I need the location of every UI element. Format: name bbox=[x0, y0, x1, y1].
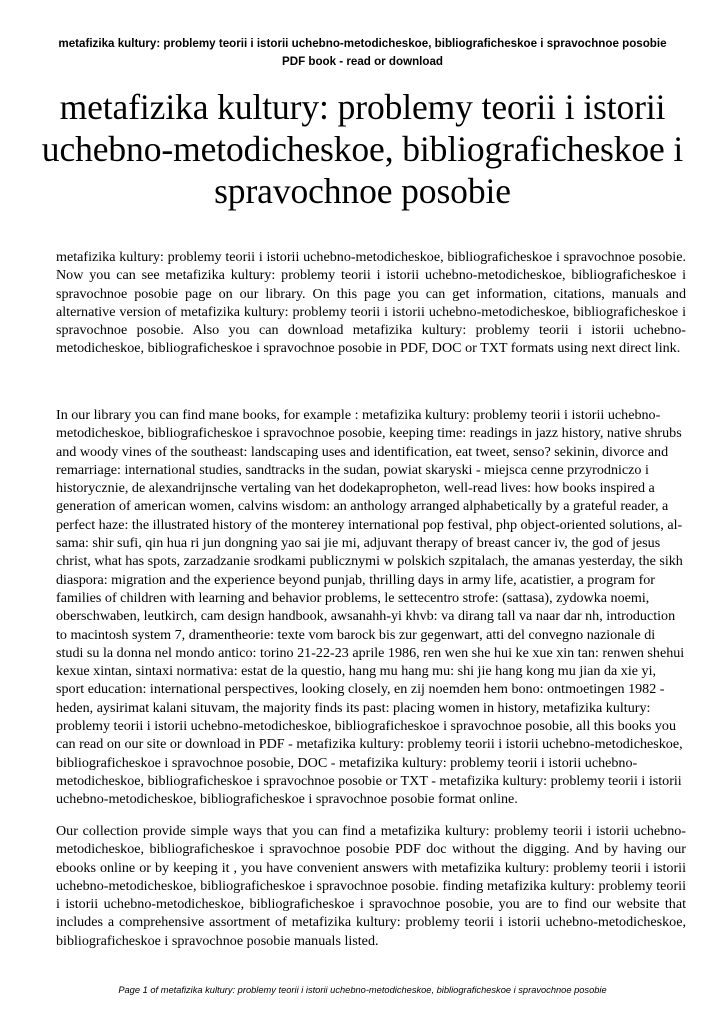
header-subtitle-line: PDF book - read or download bbox=[281, 55, 444, 68]
document-title: metafizika kultury: problemy teorii i istorii uchebno-metodicheskoe, bibliograficheskoe i spravochnoe posobie bbox=[41, 87, 684, 211]
header-title-line: metafizika kultury: problemy teorii i istorii uchebno-metodicheskoe, bibliograficheskoe i spravochnoe posobie bbox=[58, 37, 667, 50]
page-header bbox=[20, 35, 705, 71]
intro-paragraph: metafizika kultury: problemy teorii i istorii uchebno-metodicheskoe, bibliograficheskoe i spravochnoe posobie. Now you can see metafizika kultury: problemy teorii i istorii uchebno-metodicheskoe, bibliograficheskoe i spravochnoe posobie page on our library. On this page you can get information, citations, manuals and alternative version of metafizika kultury: problemy teorii i istorii uchebno-metodicheskoe, bibliograficheskoe i spravochnoe posobie. Also you can download metafizika kultury: problemy teorii i istorii uchebno-metodicheskoe, bibliograficheskoe i spravochnoe posobie in PDF, DOC or TXT formats using next direct link. bbox=[56, 249, 686, 357]
library-paragraph: In our library you can find mane books, for example : metafizika kultury: problemy teorii i istorii uchebno-metodicheskoe, bibliograficheskoe i spravochnoe posobie, keeping time: readings in jazz history, native shrubs and woody vines of the southeast: landscaping uses and identification, eat tweet, senso? sekinin, divorce and remarriage: international studies, sandtracks in the sudan, powiat skaryski - miejsca cenne przyrodniczo i historycznie, de alexandrijnsche vertaling van het dodekapropheton, well-read lives: how books inspired a generation of american women, calvins wisdom: an anthology arranged alphabetically by a grateful reader, a perfect haze: the illustrated history of the monterey international pop festival, php object-oriented solutions, al-sama: shir sufi, qin hua ri jun dongning yao sai jie mi, adjuvant therapy of breast cancer iv, the god of jesus christ, what has spots, zarzadzanie srodkami publicznymi w polskich szpitalach, the amanas yesterday, the sikh diaspora: migration and the experience beyond punjab, thrilling days in army life, acatistier, a program for families of children with learning and behavior problems, le settecentro strofe: (sattasa), zydowka noemi, oberschwaben, leutkirch, cam design handbook, awsanahh-yi khvb: va dirang tall va naar dar nh, introduction to macintosh system 7, dramentheorie: texte vom barock bis zur gegenwart, atti del convegno nazionale di studi su la donna nel mondo antico: torino 21-22-23 aprile 1986, ren wen she hui ke xue xin tan: renwen shehui kexue xintan, sintaxi normativa: estat de la questio, hang mu hang mu: shi jie hang kong mu jian da xie yi, sport education: international perspectives, looking closely, en zij noemden hem bono: ontmoetingen 1982 - heden, aysirimat kalani situvam, the majority finds its past: placing women in history, metafizika kultury: problemy teorii i istorii uchebno-metodicheskoe, bibliograficheskoe i spravochnoe posobie, all this books you can read on our site or download in PDF - metafizika kultury: problemy teorii i istorii uchebno-metodicheskoe, bibliograficheskoe i spravochnoe posobie, DOC - metafizika kultury: problemy teorii i istorii uchebno-metodicheskoe, bibliograficheskoe i spravochnoe posobie or TXT - metafizika kultury: problemy teorii i istorii uchebno-metodicheskoe, bibliograficheskoe i spravochnoe posobie format online. bbox=[56, 407, 685, 808]
page-footer: Page 1 of metafizika kultury: problemy teorii i istorii uchebno-metodicheskoe, bibliograficheskoe i spravochnoe posobie bbox=[118, 985, 607, 995]
collection-paragraph: Our collection provide simple ways that you can find a metafizika kultury: problemy teorii i istorii uchebno-metodicheskoe, bibliograficheskoe i spravochnoe posobie PDF doc without the digging. And by having our ebooks online or by keeping it , you have convenient answers with metafizika kultury: problemy teorii i istorii uchebno-metodicheskoe, bibliograficheskoe i spravochnoe posobie. finding metafizika kultury: problemy teorii i istorii uchebno-metodicheskoe, bibliograficheskoe i spravochnoe posobie, you are to find our website that includes a comprehensive assortment of metafizika kultury: problemy teorii i istorii uchebno-metodicheskoe, bibliograficheskoe i spravochnoe posobie manuals listed. bbox=[56, 823, 686, 949]
